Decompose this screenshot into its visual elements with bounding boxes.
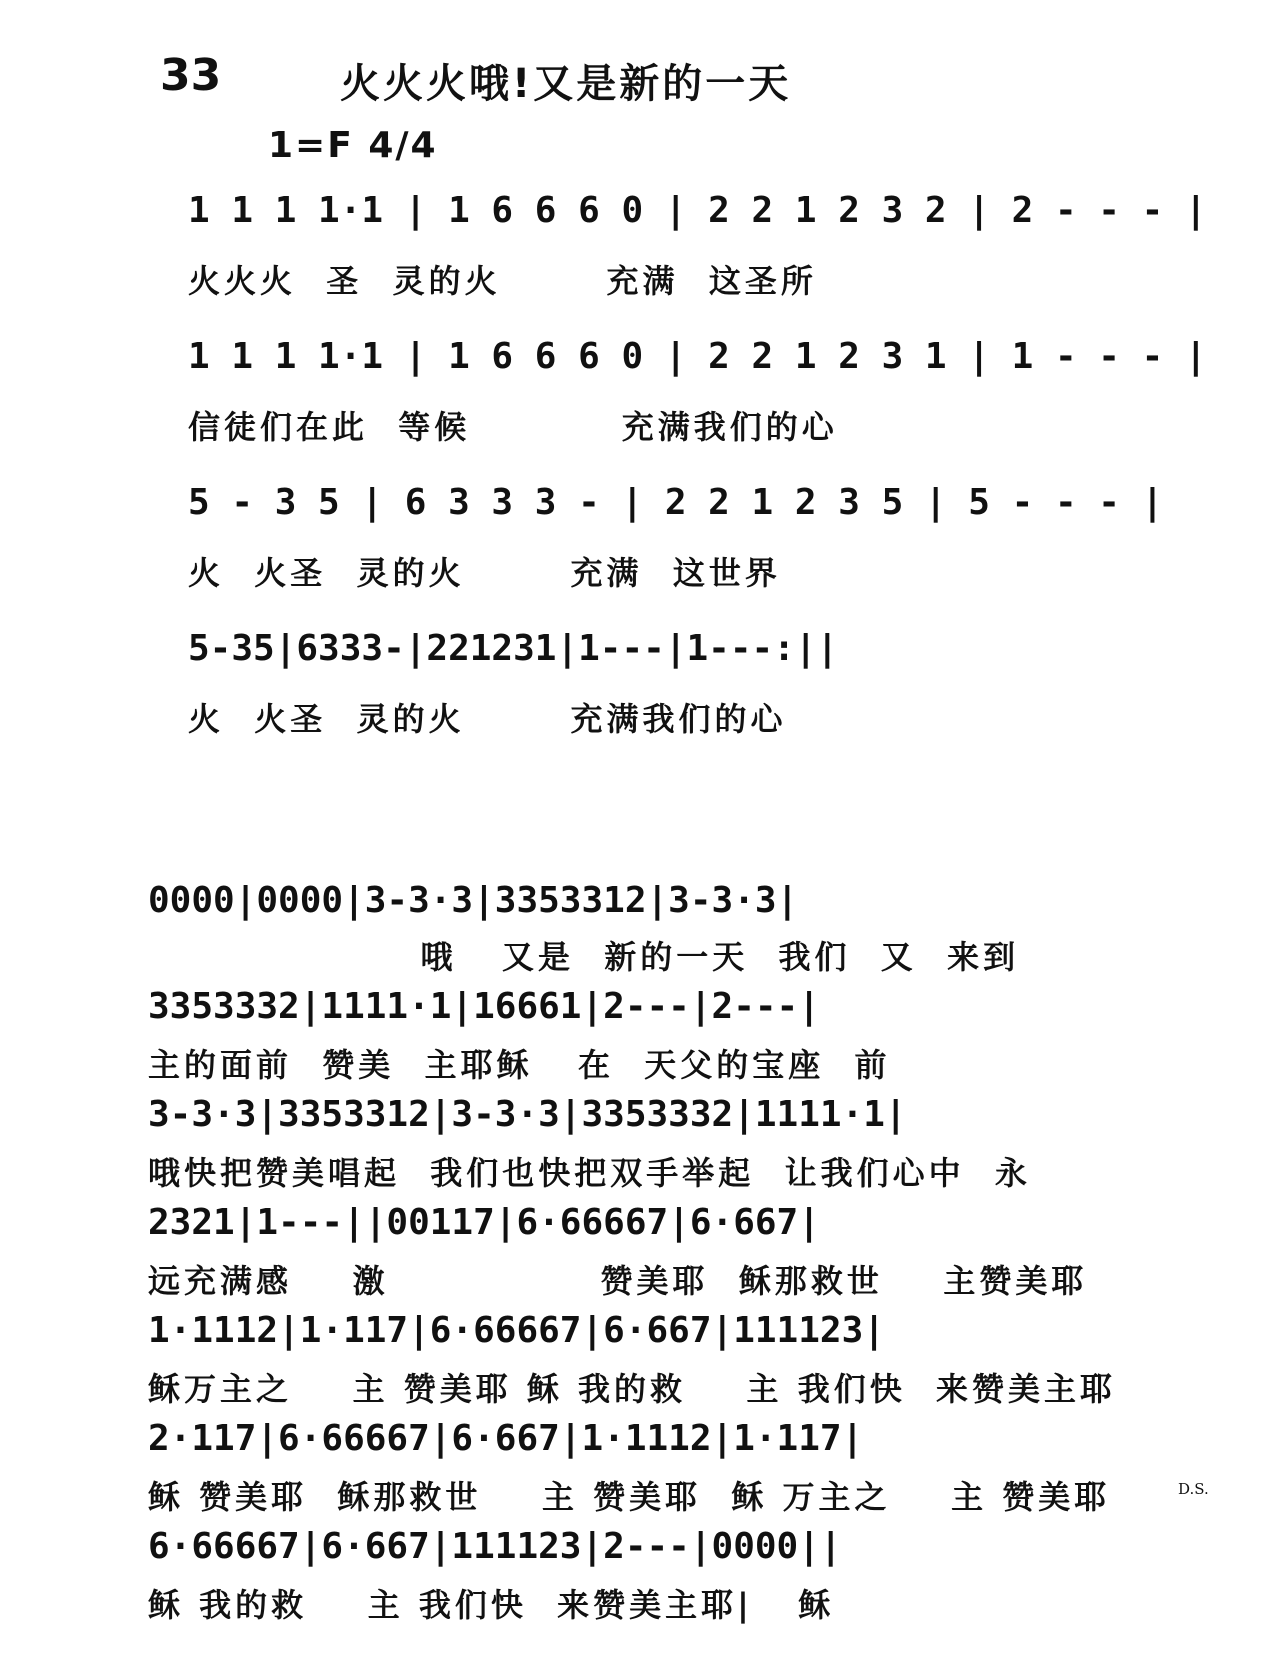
key-signature: 1=F 4/4 (268, 125, 438, 166)
lyrics-line: 稣 我的救 主 我们快 来赞美主耶| 稣 (148, 1586, 835, 1624)
lyrics-line: 火火火 圣 灵的火 充满 这圣所 (188, 262, 817, 300)
lyrics-line: 稣万主之 主 赞美耶 稣 我的救 主 我们快 来赞美主耶 (148, 1370, 1116, 1408)
notes-line: 1 1 1 1·1 | 1 6 6 6 0 | 2 2 1 2 3 1 | 1 - - - | (188, 336, 1207, 377)
lyrics-line: 哦 又是 新的一天 我们 又 来到 (148, 938, 1020, 976)
lyrics-line: 火 火圣 灵的火 充满我们的心 (188, 700, 787, 738)
notes-line: 1 1 1 1·1 | 1 6 6 6 0 | 2 2 1 2 3 2 | 2 - - - | (188, 190, 1207, 231)
song-number: 33 (160, 50, 222, 101)
lyrics-line: 主的面前 赞美 主耶稣 在 天父的宝座 前 (148, 1046, 891, 1084)
song-title: 火火火哦!又是新的一天 (340, 61, 792, 107)
notes-line: 5 - 3 5 | 6 3 3 3 - | 2 2 1 2 3 5 | 5 - - - | (188, 482, 1164, 523)
notes-line: 0000|0000|3-3·3|3353312|3-3·3| (148, 880, 799, 921)
lyrics-line: 信徒们在此 等候 充满我们的心 (188, 408, 838, 446)
notes-line: 3353332|1111·1|16661|2---|2---| (148, 986, 820, 1027)
notes-line: 2·117|6·66667|6·667|1·1112|1·117| (148, 1418, 864, 1459)
notes-line: 6·66667|6·667|111123|2---|0000|| (148, 1526, 842, 1567)
lyrics-line: 远充满感 激 赞美耶 稣那救世 主赞美耶 (148, 1262, 1088, 1300)
notes-line: 1·1112|1·117|6·66667|6·667|111123| (148, 1310, 885, 1351)
notes-line: 2321|1---||00117|6·66667|6·667| (148, 1202, 820, 1243)
lyrics-line: 火 火圣 灵的火 充满 这世界 (188, 554, 781, 592)
notes-line: 5-35|6333-|221231|1---|1---:|| (188, 628, 839, 669)
lyrics-line: 哦快把赞美唱起 我们也快把双手举起 让我们心中 永 (148, 1154, 1031, 1192)
lyrics-line: 稣 赞美耶 稣那救世 主 赞美耶 稣 万主之 主 赞美耶 (148, 1478, 1111, 1516)
dal-segno-mark: D.S. (1178, 1480, 1209, 1498)
notes-line: 3-3·3|3353312|3-3·3|3353332|1111·1| (148, 1094, 907, 1135)
